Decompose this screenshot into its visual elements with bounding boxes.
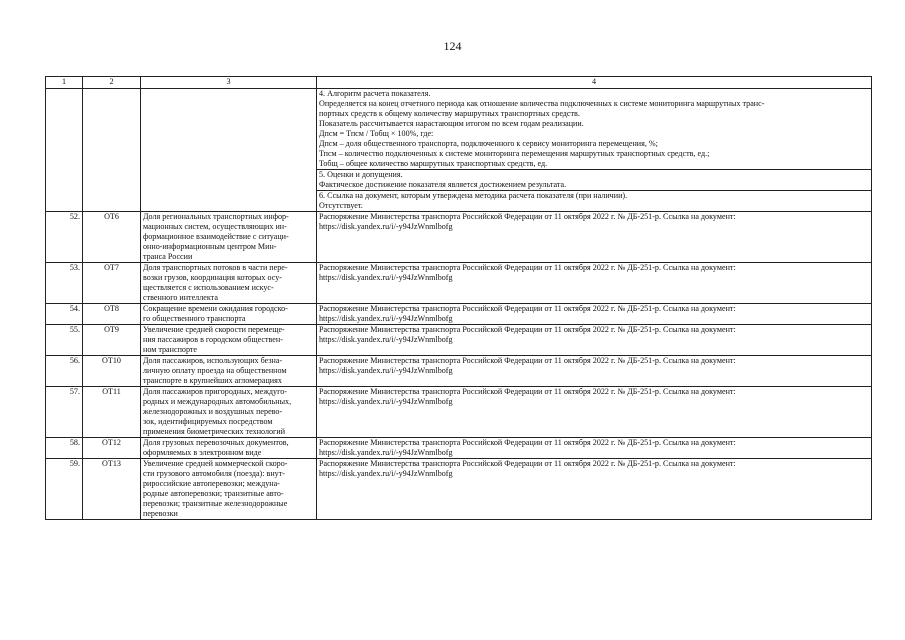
header-col-4: 4 <box>317 77 872 89</box>
row-number: 52. <box>46 212 83 263</box>
document-reference: Распоряжение Министерства транспорта Российской Федерации от 11 октября 2022 г. № ДБ-251-р. Ссылка на документ: <box>319 212 736 221</box>
text-line: портных средств к общему количеству маршрутных транспортных средств. <box>319 109 580 118</box>
document-link[interactable]: https://disk.yandex.ru/i/-y94JzWnmlbofg <box>319 397 453 406</box>
text-line: Тобщ – общее количество маршрутных транспортных средств, ед. <box>319 159 548 168</box>
text-line: Тпсм – количество подключенных к системе мониторинга перемещения маршрутных транспортных средств, ед.; <box>319 149 710 158</box>
table-row <box>46 304 872 325</box>
indicator-name-line: Доля региональных транспортных инфор- <box>143 212 289 221</box>
document-link[interactable]: https://disk.yandex.ru/i/-y94JzWnmlbofg <box>319 222 453 231</box>
text-line: 6. Ссылка на документ, которым утверждена методика расчета показателя (при наличии). <box>319 191 628 200</box>
continued-num-cell <box>46 89 83 212</box>
indicator-code: ОТ12 <box>83 438 141 459</box>
indicator-name-line: оформляемых в электронном виде <box>143 448 262 457</box>
text-line: 4. Алгоритм расчета показателя. <box>319 89 431 98</box>
indicator-name-line: Увеличение средней скорости перемеще- <box>143 325 285 334</box>
header-col-1: 1 <box>46 77 83 89</box>
methodology-document <box>317 325 872 356</box>
document-link[interactable]: https://disk.yandex.ru/i/-y94JzWnmlbofg <box>319 335 453 344</box>
table-row <box>46 263 872 304</box>
document-reference: Распоряжение Министерства транспорта Российской Федерации от 11 октября 2022 г. № ДБ-251-р. Ссылка на документ: <box>319 263 736 272</box>
continued-row <box>46 89 872 170</box>
document-link[interactable]: https://disk.yandex.ru/i/-y94JzWnmlbofg <box>319 314 453 323</box>
text-line: Фактическое достижение показателя является достижением результата. <box>319 180 567 189</box>
indicator-name-line: родных и международных автомобильных, <box>143 397 292 406</box>
indicator-name <box>141 459 317 520</box>
methodology-document <box>317 387 872 438</box>
indicator-name-line: ния пассажиров в городском обществен- <box>143 335 283 344</box>
row-number: 53. <box>46 263 83 304</box>
row-number: 55. <box>46 325 83 356</box>
document-reference: Распоряжение Министерства транспорта Российской Федерации от 11 октября 2022 г. № ДБ-251-р. Ссылка на документ: <box>319 304 736 313</box>
document-link[interactable]: https://disk.yandex.ru/i/-y94JzWnmlbofg <box>319 469 453 478</box>
indicator-code: ОТ7 <box>83 263 141 304</box>
indicator-name-line: Доля грузовых перевозочных документов, <box>143 438 289 447</box>
indicator-name <box>141 325 317 356</box>
indicators-table <box>45 76 872 520</box>
document-link[interactable]: https://disk.yandex.ru/i/-y94JzWnmlbofg <box>319 366 453 375</box>
indicator-name-line: Сокращение времени ожидания городско- <box>143 304 288 313</box>
indicator-name-line: ственного интеллекта <box>143 293 218 302</box>
table-row <box>46 212 872 263</box>
document-reference: Распоряжение Министерства транспорта Российской Федерации от 11 октября 2022 г. № ДБ-251-р. Ссылка на документ: <box>319 356 736 365</box>
indicator-name-line: онно-информационным центром Мин- <box>143 242 277 251</box>
indicator-name-line: транспорте в крупнейших агломерациях <box>143 376 282 385</box>
document-reference: Распоряжение Министерства транспорта Российской Федерации от 11 октября 2022 г. № ДБ-251-р. Ссылка на документ: <box>319 325 736 334</box>
indicator-name-line: го общественного транспорта <box>143 314 246 323</box>
indicator-code: ОТ8 <box>83 304 141 325</box>
header-col-3: 3 <box>141 77 317 89</box>
algorithm-block <box>317 89 872 170</box>
document-reference: Распоряжение Министерства транспорта Российской Федерации от 11 октября 2022 г. № ДБ-251-р. Ссылка на документ: <box>319 459 736 468</box>
text-line: Дпсм = Тпсм / Тобщ × 100%, где: <box>319 129 434 138</box>
text-line: Дпсм – доля общественного транспорта, подключенного к сервису мониторинга перемещения, %; <box>319 139 658 148</box>
indicator-name-line: сти грузового автомобиля (поезда): внут- <box>143 469 285 478</box>
indicator-name <box>141 438 317 459</box>
table-row <box>46 387 872 438</box>
indicator-name-line: формационное взаимодействие с ситуаци- <box>143 232 289 241</box>
row-number: 59. <box>46 459 83 520</box>
methodology-document <box>317 438 872 459</box>
indicator-name-line: личную оплату проезда на общественном <box>143 366 287 375</box>
methodology-link-block <box>317 191 872 212</box>
row-number: 56. <box>46 356 83 387</box>
continued-code-cell <box>83 89 141 212</box>
indicator-name-line: Увеличение средней коммерческой скоро- <box>143 459 288 468</box>
text-line: Определяется на конец отчетного периода как отношение количества подключенных к системе мониторинга маршрутных транс- <box>319 99 765 108</box>
indicator-name-line: перевозки; транзитные железнодорожные <box>143 499 288 508</box>
text-line: 5. Оценки и допущения. <box>319 170 403 179</box>
indicator-code: ОТ13 <box>83 459 141 520</box>
methodology-document <box>317 304 872 325</box>
indicator-name-line: ществляется с использованием искус- <box>143 283 274 292</box>
indicator-name <box>141 212 317 263</box>
assumptions-block <box>317 170 872 191</box>
row-number: 57. <box>46 387 83 438</box>
indicator-name-line: зок, идентифицируемых посредством <box>143 417 273 426</box>
text-line: Показатель рассчитывается нарастающим итогом по всем годам реализации. <box>319 119 584 128</box>
table-header-row <box>46 77 872 89</box>
indicator-name <box>141 304 317 325</box>
indicator-name-line: транса России <box>143 252 193 261</box>
indicator-name <box>141 263 317 304</box>
table-row <box>46 438 872 459</box>
indicator-name-line: родные автоперевозки; транзитные авто- <box>143 489 284 498</box>
indicator-name-line: перевозки <box>143 509 178 518</box>
methodology-document <box>317 212 872 263</box>
indicator-name <box>141 387 317 438</box>
indicator-name-line: Доля пассажиров, использующих безна- <box>143 356 283 365</box>
indicator-name-line: железнодорожных и воздушных перево- <box>143 407 283 416</box>
continued-name-cell <box>141 89 317 212</box>
document-reference: Распоряжение Министерства транспорта Российской Федерации от 11 октября 2022 г. № ДБ-251-р. Ссылка на документ: <box>319 387 736 396</box>
methodology-document <box>317 263 872 304</box>
methodology-document <box>317 356 872 387</box>
document-link[interactable]: https://disk.yandex.ru/i/-y94JzWnmlbofg <box>319 273 453 282</box>
table-row <box>46 356 872 387</box>
indicator-name-line: применения биометрических технологий <box>143 427 286 436</box>
indicator-name-line: ном транспорте <box>143 345 198 354</box>
text-line: Отсутствует. <box>319 201 363 210</box>
indicator-name-line: мационных систем, осуществляющих ин- <box>143 222 287 231</box>
indicator-code: ОТ6 <box>83 212 141 263</box>
row-number: 54. <box>46 304 83 325</box>
indicator-name <box>141 356 317 387</box>
methodology-document <box>317 459 872 520</box>
indicator-name-line: Доля транспортных потоков в части пере- <box>143 263 288 272</box>
row-number: 58. <box>46 438 83 459</box>
table-row <box>46 459 872 520</box>
indicator-code: ОТ11 <box>83 387 141 438</box>
indicator-name-line: Доля пассажиров пригородных, междуго- <box>143 387 287 396</box>
document-reference: Распоряжение Министерства транспорта Российской Федерации от 11 октября 2022 г. № ДБ-251-р. Ссылка на документ: <box>319 438 736 447</box>
indicator-code: ОТ10 <box>83 356 141 387</box>
table-row <box>46 325 872 356</box>
indicator-name-line: рироссийские автоперевозки; междуна- <box>143 479 280 488</box>
document-link[interactable]: https://disk.yandex.ru/i/-y94JzWnmlbofg <box>319 448 453 457</box>
page-number: 124 <box>443 39 462 53</box>
indicator-name-line: возки грузов, координация которых осу- <box>143 273 282 282</box>
header-col-2: 2 <box>83 77 141 89</box>
indicator-code: ОТ9 <box>83 325 141 356</box>
